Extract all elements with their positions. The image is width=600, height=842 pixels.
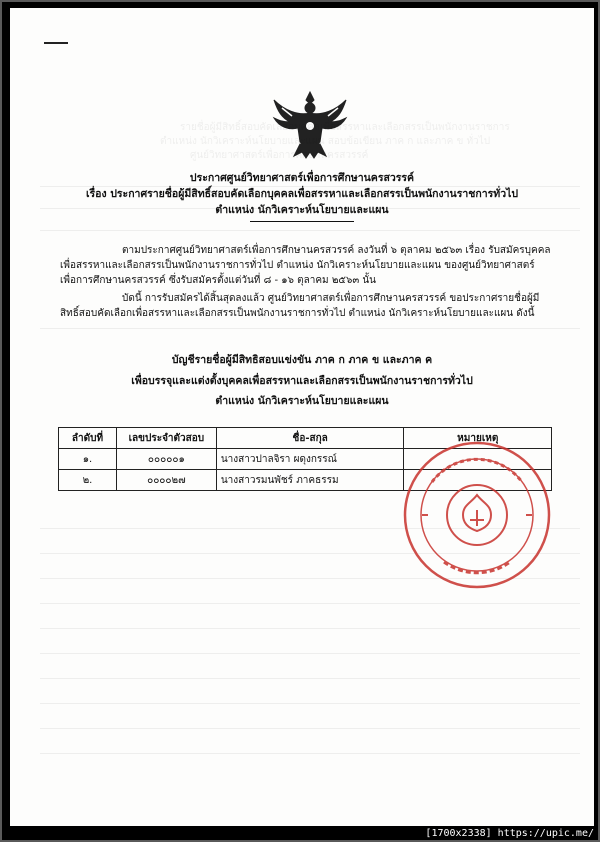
cell-name: นางสาวรมนพัชร์ ภาคธรรม (216, 470, 404, 491)
bleed-through-line (40, 728, 580, 729)
bleed-through-line (40, 678, 580, 679)
bleed-through-line (40, 703, 580, 704)
announcement-position: ตำแหน่ง นักวิเคราะห์นโยบายและแผน (215, 204, 389, 216)
header-divider (250, 221, 354, 222)
cell-order: ๑. (59, 449, 117, 470)
announcement-title: ประกาศศูนย์วิทยาศาสตร์เพื่อการศึกษานครสวรรค์ (189, 172, 415, 184)
bleed-through-line (40, 328, 580, 329)
bleed-through-text: ตำแหน่ง นักวิเคราะห์นโยบายและแผน สอบข้อเขียน ภาค ก และภาค ข ทั่วไป (160, 136, 491, 147)
cell-order: ๒. (59, 470, 117, 491)
paragraph-1-line-2: เพื่อสรรหาและเลือกสรรเป็นพนักงานราชการทั่วไป ตำแหน่ง นักวิเคราะห์นโยบายและแผน ของศูนย์วิทยาศาสตร์ (60, 260, 535, 271)
list-title-line-2: เพื่อบรรจุและแต่งตั้งบุคคลเพื่อสรรหาและเลือกสรรเป็นพนักงานราชการทั่วไป (131, 375, 473, 387)
paragraph-2-line-2: สิทธิ์สอบคัดเลือกเพื่อสรรหาและเลือกสรรเป็นพนักงานราชการทั่วไป ตำแหน่ง นักวิเคราะห์นโยบายและแผน ดังนี้ (60, 308, 535, 319)
bleed-through-line (40, 230, 580, 231)
list-title-line-1: บัญชีรายชื่อผู้มีสิทธิสอบแข่งขัน ภาค ก ภาค ข และภาค ค (171, 354, 433, 366)
corner-mark (44, 42, 68, 44)
announcement-subject: เรื่อง ประกาศรายชื่อผู้มีสิทธิ์สอบคัดเลือกบุคคลเพื่อสรรหาและเลือกสรรเป็นพนักงานราชการทั่วไป (85, 188, 519, 200)
paragraph-1-line-1: ตามประกาศศูนย์วิทยาศาสตร์เพื่อการศึกษานครสวรรค์ ลงวันที่ ๖ ตุลาคม ๒๕๖๓ เรื่อง รับสมัครบุคคล (122, 245, 551, 256)
cell-exam-id: ๐๐๐๐๐๑ (116, 449, 216, 470)
header-exam-id: เลขประจำตัวสอบ (116, 428, 216, 449)
document-page (10, 8, 594, 826)
cell-exam-id: ๐๐๐๐๒๗ (116, 470, 216, 491)
scan-frame (2, 2, 598, 840)
image-source-caption: [1700x2338] https://upic.me/ (425, 828, 594, 839)
paragraph-2-line-1: บัดนี้ การรับสมัครได้สิ้นสุดลงแล้ว ศูนย์วิทยาศาสตร์เพื่อการศึกษานครสวรรค์ ขอประกาศรายชื่อผู้มี (122, 293, 540, 304)
header-note: หมายเหตุ (404, 428, 552, 449)
list-title-line-3: ตำแหน่ง นักวิเคราะห์นโยบายและแผน (215, 395, 389, 407)
bleed-through-line (40, 653, 580, 654)
header-order: ลำดับที่ (59, 428, 117, 449)
bleed-through-text: รายชื่อผู้มีสิทธิ์สอบคัดเลือกบุคคลเพื่อสรรหาและเลือกสรรเป็นพนักงานราชการ (180, 122, 510, 133)
bleed-through-line (40, 628, 580, 629)
bleed-through-line (40, 603, 580, 604)
header-name: ชื่อ-สกุล (216, 428, 404, 449)
bleed-through-text: ศูนย์วิทยาศาสตร์เพื่อการศึกษานครสวรรค์ (190, 150, 369, 161)
official-seal-stamp-icon (402, 440, 552, 590)
bleed-through-line (40, 753, 580, 754)
paragraph-1-line-3: เพื่อการศึกษานครสวรรค์ ซึ่งรับสมัครตั้งแต่วันที่ ๘ - ๑๖ ตุลาคม ๒๕๖๓ นั้น (60, 275, 377, 286)
cell-name: นางสาวปาลจิรา ผดุงกรรณ์ (216, 449, 404, 470)
